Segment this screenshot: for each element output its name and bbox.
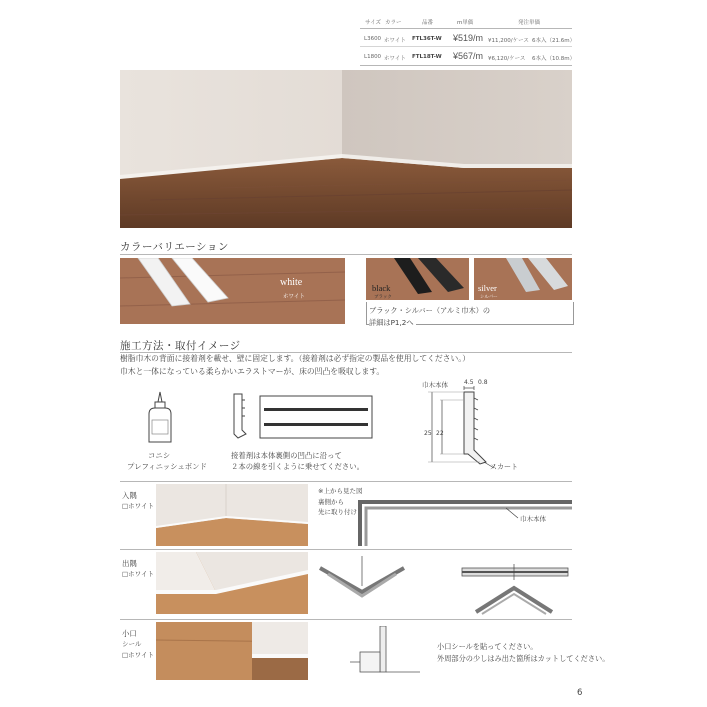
row1-case-price: ¥11,200/ケース: [488, 38, 529, 44]
row2-case-price: ¥6,120/ケース: [488, 56, 526, 62]
outer-corner-color: □ホワイト: [122, 570, 154, 578]
adhesive-instruction-line1: 接着剤は本体裏側の凹凸に沿って: [231, 451, 342, 460]
row-rule-outer: [120, 549, 572, 550]
dim-body-label: 巾木本体: [422, 381, 448, 389]
row2-color: ホワイト: [384, 56, 406, 62]
outer-corner-label: 出隅: [122, 559, 137, 568]
adhesive-brand: コニシ: [148, 451, 171, 460]
row2-case-qty: 6本入（10.8m）: [532, 56, 576, 62]
inner-note-line1: ※上から見た図: [318, 487, 363, 495]
dim-height-inner: 22: [436, 430, 444, 437]
header-color: カラー: [385, 20, 402, 26]
row-rule-end: [120, 619, 572, 620]
silver-label-jp: シルバー: [480, 295, 498, 300]
header-unit-price: m単価: [457, 20, 474, 26]
aluminum-note-line2: 詳細はP1,2へ: [369, 317, 416, 330]
row1-color: ホワイト: [384, 38, 406, 44]
white-label-jp: ホワイト: [283, 294, 305, 300]
end-cap-diagram: [350, 626, 420, 682]
inner-corner-color: □ホワイト: [122, 502, 154, 510]
dim-height-total: 25: [424, 430, 432, 437]
end-note-line2: 外周部分の少しはみ出た箇所はカットしてください。: [437, 654, 610, 663]
table-rule-bottom: [360, 65, 572, 66]
end-cap-photo: [156, 622, 308, 680]
dimension-drawing: [408, 378, 528, 474]
install-text-line1: 樹脂巾木の背面に接着剤を載せ、壁に固定します。（接着剤は必ず指定の製品を使用してください。）: [120, 354, 470, 363]
header-order-price: 発注単価: [518, 20, 541, 26]
row-rule-inner: [120, 481, 572, 482]
hero-room-photo: [120, 70, 572, 228]
dim-thickness: 4.5: [464, 379, 474, 386]
adhesive-bottle-icon: [140, 390, 180, 446]
adhesive-instruction-line2: ２本の線を引くように乗せてください。: [231, 462, 365, 471]
section-rule-colors: [120, 254, 572, 255]
end-label-line1: 小口: [122, 629, 137, 638]
row2-unit-price: ¥567/m: [453, 51, 484, 61]
row1-code: FTL36T-W: [412, 36, 442, 42]
white-label-en: white: [280, 277, 303, 288]
row2-size: L1800: [364, 54, 382, 60]
row1-unit-price: ¥519/m: [453, 33, 484, 43]
row2-code: FTL18T-W: [412, 54, 442, 60]
skirt-label: スカート: [490, 463, 518, 471]
inner-note-line2: 裏側から: [318, 498, 344, 506]
black-label-en: black: [372, 283, 391, 293]
install-text-line2: 巾木と一体になっている柔らかいエラストマーが、床の凹凸を吸収します。: [120, 367, 385, 376]
end-label-line2: シール: [122, 640, 142, 648]
black-label-jp: ブラック: [374, 295, 392, 300]
end-note-line1: 小口シールを貼ってください。: [437, 642, 538, 651]
skirting-back-diagram: [228, 390, 378, 446]
adhesive-product: プレフィニッシュボンド: [127, 462, 207, 471]
inner-corner-label: 入隅: [122, 491, 137, 500]
row1-case-qty: 6本入（21.6m）: [532, 38, 576, 44]
table-rule-mid: [360, 46, 572, 47]
outer-corner-assembly-diagram: [458, 560, 572, 616]
color-variation-title: カラーバリエーション: [120, 241, 229, 253]
aluminum-note-line1: ブラック・シルバー（アルミ巾木）の: [369, 305, 492, 318]
white-swatch-photo: [120, 258, 345, 324]
inner-corner-photo: [156, 484, 308, 546]
table-rule-top: [360, 28, 572, 29]
dim-lip: 0.8: [478, 379, 488, 386]
inner-note-line3: 先に取り付け: [318, 508, 357, 516]
outer-corner-photo: [156, 552, 308, 614]
page-number: 6: [577, 688, 583, 698]
inner-body-label: 巾木本体: [520, 515, 546, 523]
end-color: □ホワイト: [122, 651, 154, 659]
header-size: サイズ: [365, 20, 382, 26]
install-title: 施工方法・取付イメージ: [120, 340, 241, 352]
silver-label-en: silver: [478, 283, 497, 293]
outer-corner-diagram: [314, 556, 410, 616]
header-code: 品番: [422, 20, 434, 26]
row1-size: L3600: [364, 36, 382, 42]
